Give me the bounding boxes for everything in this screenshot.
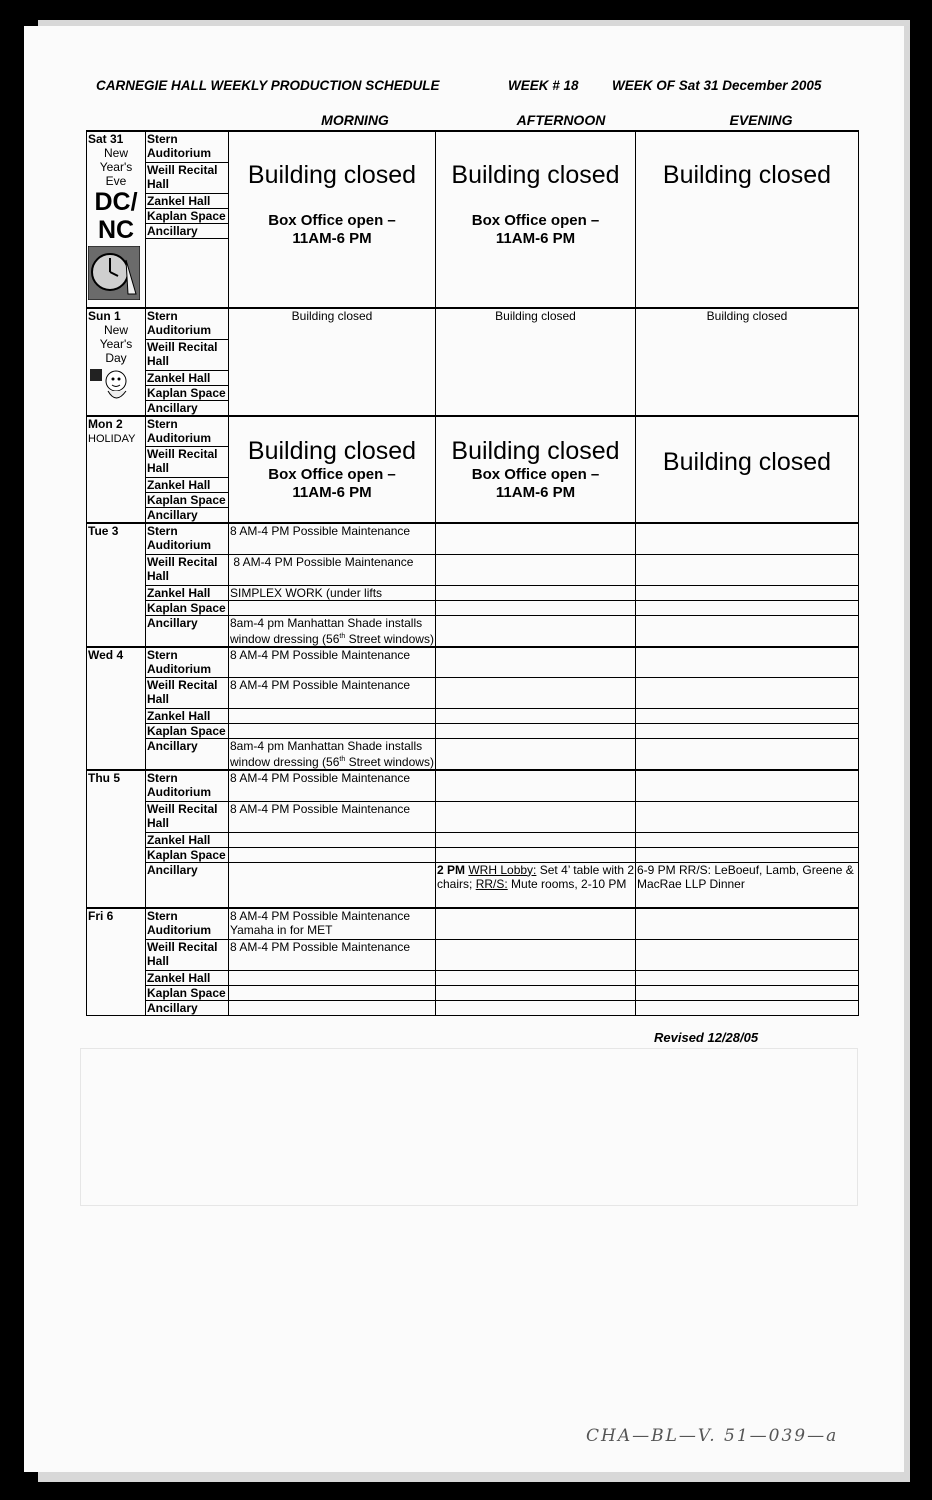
cell-thu-weill-morning: 8 AM-4 PM Possible Maintenance <box>229 801 436 832</box>
cell-empty <box>436 647 636 678</box>
shade-text: 8am-4 pm Manhattan Shade installs <box>230 615 423 630</box>
cell-wed-ancillary-morning <box>229 739 436 771</box>
cell-empty <box>636 832 859 847</box>
cell-tue-stern-morning: 8 AM-4 PM Possible Maintenance <box>229 523 436 554</box>
table-row <box>87 770 859 801</box>
schedule-grid <box>86 130 858 1016</box>
cell-sun-evening: Building closed <box>636 308 859 416</box>
table-row <box>87 600 859 615</box>
cell-tue-ancillary-morning <box>229 615 436 647</box>
shade-text: 8am-4 pm Manhattan Shade installs <box>230 739 423 753</box>
venue-kaplan: Kaplan Space <box>146 724 229 739</box>
cell-empty <box>436 739 636 771</box>
cell-empty <box>636 523 859 554</box>
morning-header: MORNING <box>321 112 389 128</box>
cell-fri-weill-morning: 8 AM-4 PM Possible Maintenance <box>229 939 436 970</box>
yamaha-text: Yamaha in for MET <box>230 923 333 937</box>
afternoon-header: AFTERNOON <box>516 112 606 128</box>
cell-sat-morning <box>229 131 436 308</box>
cell-empty <box>436 724 636 739</box>
cell-empty <box>436 554 636 585</box>
day-cell-mon <box>87 416 146 524</box>
cell-empty <box>436 847 636 862</box>
cell-empty <box>636 801 859 832</box>
cell-empty <box>636 939 859 970</box>
box-office-hours: 11AM-6 PM <box>495 484 576 502</box>
maint-text: 8 AM-4 PM Possible Maintenance <box>230 909 411 923</box>
venue-ancillary: Ancillary <box>146 1000 229 1015</box>
venue-weill: Weill Recital Hall <box>146 939 229 970</box>
venue-weill: Weill Recital Hall <box>146 162 229 193</box>
day-cell-fri: Fri 6 <box>87 908 146 1015</box>
venue-kaplan: Kaplan Space <box>146 847 229 862</box>
cell-empty <box>436 615 636 647</box>
table-row <box>87 308 859 339</box>
clock-icon <box>88 246 140 300</box>
shade-text-2: window dressing (56 <box>230 631 340 646</box>
venue-weill: Weill Recital Hall <box>146 678 229 709</box>
venue-stern: Stern Auditorium <box>146 131 229 162</box>
schedule-title: CARNEGIE HALL WEEKLY PRODUCTION SCHEDULE <box>96 78 440 93</box>
venue-kaplan: Kaplan Space <box>146 600 229 615</box>
venue-zankel: Zankel Hall <box>146 478 229 493</box>
venue-ancillary: Ancillary <box>146 739 229 771</box>
cell-empty <box>636 985 859 1000</box>
cell-tue-zankel-morning: SIMPLEX WORK (under lifts <box>229 585 436 600</box>
table-row <box>87 832 859 847</box>
table-row <box>87 939 859 970</box>
box-office-text: Box Office open – <box>268 466 396 484</box>
venue-ancillary: Ancillary <box>146 615 229 647</box>
cell-sun-afternoon: Building closed <box>436 308 636 416</box>
building-closed-text: Building closed <box>451 161 620 189</box>
venue-stern: Stern Auditorium <box>146 770 229 801</box>
column-headers <box>86 112 858 130</box>
cell-empty <box>229 832 436 847</box>
cell-empty <box>436 600 636 615</box>
cell-sat-evening <box>636 131 859 308</box>
venue-kaplan: Kaplan Space <box>146 385 229 400</box>
venue-stern: Stern Auditorium <box>146 308 229 339</box>
superscript: th <box>339 756 346 763</box>
table-row <box>87 647 859 678</box>
table-row <box>87 709 859 724</box>
bleed-through-ghost <box>80 1048 858 1206</box>
cell-empty <box>436 801 636 832</box>
cell-empty <box>436 523 636 554</box>
day-label: Mon 2 <box>88 416 123 431</box>
cell-empty <box>229 970 436 985</box>
cell-empty <box>436 770 636 801</box>
cell-empty <box>229 709 436 724</box>
cell-empty <box>229 724 436 739</box>
party-baby-icon <box>88 365 140 405</box>
cell-empty <box>636 615 859 647</box>
day-cell-wed: Wed 4 <box>87 647 146 771</box>
day-cell-sun <box>87 308 146 416</box>
table-row <box>87 131 859 162</box>
cell-empty <box>636 709 859 724</box>
evening-header: EVENING <box>729 112 793 128</box>
venue-zankel: Zankel Hall <box>146 832 229 847</box>
venue-kaplan: Kaplan Space <box>146 208 229 223</box>
cell-wed-weill-morning: 8 AM-4 PM Possible Maintenance <box>229 678 436 709</box>
venue-weill: Weill Recital Hall <box>146 447 229 478</box>
cell-empty <box>636 554 859 585</box>
cell-empty <box>436 1000 636 1015</box>
handwritten-id: CHA—BL—V. 51—039—a <box>586 1426 839 1446</box>
cell-empty <box>229 862 436 908</box>
venue-ancillary: Ancillary <box>146 400 229 416</box>
cell-empty <box>436 585 636 600</box>
table-row <box>87 739 859 771</box>
revised-date: Revised 12/28/05 <box>654 1030 759 1045</box>
venue-stern: Stern Auditorium <box>146 416 229 447</box>
cell-sat-afternoon <box>436 131 636 308</box>
cell-empty <box>636 847 859 862</box>
day-cell-sat <box>87 131 146 308</box>
venue-stern: Stern Auditorium <box>146 523 229 554</box>
venue-zankel: Zankel Hall <box>146 709 229 724</box>
day-sub: HOLIDAY <box>88 432 136 445</box>
table-row <box>87 801 859 832</box>
cell-empty <box>636 724 859 739</box>
table-row <box>87 416 859 447</box>
building-closed-text: Building closed <box>451 437 620 466</box>
venue-stern: Stern Auditorium <box>146 647 229 678</box>
venue-kaplan: Kaplan Space <box>146 985 229 1000</box>
table-row <box>87 970 859 985</box>
cell-mon-afternoon <box>436 416 636 524</box>
day-sub: New Year's Day <box>99 323 133 365</box>
event-rr: RR/S: <box>475 876 508 891</box>
table-row <box>87 985 859 1000</box>
table-row <box>87 724 859 739</box>
shade-tail: Street windows) <box>345 755 434 769</box>
venue-kaplan: Kaplan Space <box>146 493 229 508</box>
table-row <box>87 678 859 709</box>
table-row <box>87 908 859 939</box>
cell-sun-morning: Building closed <box>229 308 436 416</box>
event-time: 2 PM <box>437 862 466 877</box>
cell-empty <box>636 678 859 709</box>
table-row <box>87 615 859 647</box>
table-row <box>87 585 859 600</box>
cell-empty <box>636 1000 859 1015</box>
venue-ancillary: Ancillary <box>146 862 229 908</box>
venue-zankel: Zankel Hall <box>146 970 229 985</box>
superscript: th <box>339 632 346 640</box>
cell-mon-evening <box>636 416 859 524</box>
cell-empty <box>229 985 436 1000</box>
cell-empty <box>436 970 636 985</box>
dcnc-mark: DC/ NC <box>94 188 138 244</box>
cell-empty <box>229 600 436 615</box>
building-closed-text: Building closed <box>662 447 832 476</box>
week-number: WEEK # 18 <box>508 78 579 93</box>
day-sub: New Year's Eve <box>99 146 133 188</box>
cell-empty <box>436 939 636 970</box>
cell-empty <box>636 970 859 985</box>
page-header <box>96 78 844 93</box>
cell-empty <box>229 847 436 862</box>
box-office-text: Box Office open – <box>471 466 600 484</box>
box-office-hours: 11AM-6 PM <box>292 484 372 502</box>
cell-empty <box>636 600 859 615</box>
empty-venue-cell <box>146 238 229 308</box>
table-row <box>87 554 859 585</box>
box-office-hours: 11AM-6 PM <box>292 230 372 247</box>
cell-empty <box>436 985 636 1000</box>
venue-zankel: Zankel Hall <box>146 193 229 208</box>
shade-tail: Street windows) <box>345 631 434 646</box>
event-detail: Set 4’ table with 2 chairs; <box>437 862 635 891</box>
day-label: Sun 1 <box>88 309 121 323</box>
table-row <box>87 862 859 908</box>
day-cell-thu: Thu 5 <box>87 770 146 908</box>
table-row <box>87 523 859 554</box>
day-cell-tue: Tue 3 <box>87 523 146 647</box>
cell-mon-morning <box>229 416 436 524</box>
box-office-hours: 11AM-6 PM <box>495 230 576 247</box>
schedule-page <box>24 26 904 1472</box>
building-closed-text: Building closed <box>247 161 417 189</box>
cell-empty <box>436 709 636 724</box>
box-office-text: Box Office open – <box>268 212 396 229</box>
venue-weill: Weill Recital Hall <box>146 801 229 832</box>
venue-weill: Weill Recital Hall <box>146 339 229 370</box>
event-detail-2: Mute rooms, 2-10 PM <box>507 876 627 891</box>
cell-thu-ancillary-afternoon <box>436 862 636 908</box>
cell-empty <box>636 647 859 678</box>
building-closed-text: Building closed <box>662 161 832 189</box>
cell-wed-stern-morning: 8 AM-4 PM Possible Maintenance <box>229 647 436 678</box>
building-closed-text: Building closed <box>247 437 417 466</box>
venue-zankel: Zankel Hall <box>146 370 229 385</box>
cell-empty <box>636 739 859 771</box>
cell-tue-weill-morning: 8 AM-4 PM Possible Maintenance <box>229 554 436 585</box>
cell-empty <box>436 678 636 709</box>
cell-empty <box>436 832 636 847</box>
cell-fri-stern-morning <box>229 908 436 939</box>
cell-empty <box>636 908 859 939</box>
venue-weill: Weill Recital Hall <box>146 554 229 585</box>
cell-thu-stern-morning: 8 AM-4 PM Possible Maintenance <box>229 770 436 801</box>
cell-empty <box>436 908 636 939</box>
venue-stern: Stern Auditorium <box>146 908 229 939</box>
table-row <box>87 847 859 862</box>
week-of: WEEK OF Sat 31 December 2005 <box>612 78 822 93</box>
shade-text-2: window dressing (56 <box>230 755 340 769</box>
day-label: Sat 31 <box>88 132 124 146</box>
table-row <box>87 1000 859 1015</box>
event-location: WRH Lobby: <box>468 862 537 877</box>
venue-zankel: Zankel Hall <box>146 585 229 600</box>
cell-empty <box>229 1000 436 1015</box>
venue-ancillary: Ancillary <box>146 223 229 238</box>
cell-thu-ancillary-evening: 6-9 PM RR/S: LeBoeuf, Lamb, Greene & MacRae LLP Dinner <box>636 862 859 908</box>
cell-empty <box>636 585 859 600</box>
cell-empty <box>636 770 859 801</box>
venue-ancillary: Ancillary <box>146 508 229 524</box>
box-office-text: Box Office open – <box>471 212 600 229</box>
